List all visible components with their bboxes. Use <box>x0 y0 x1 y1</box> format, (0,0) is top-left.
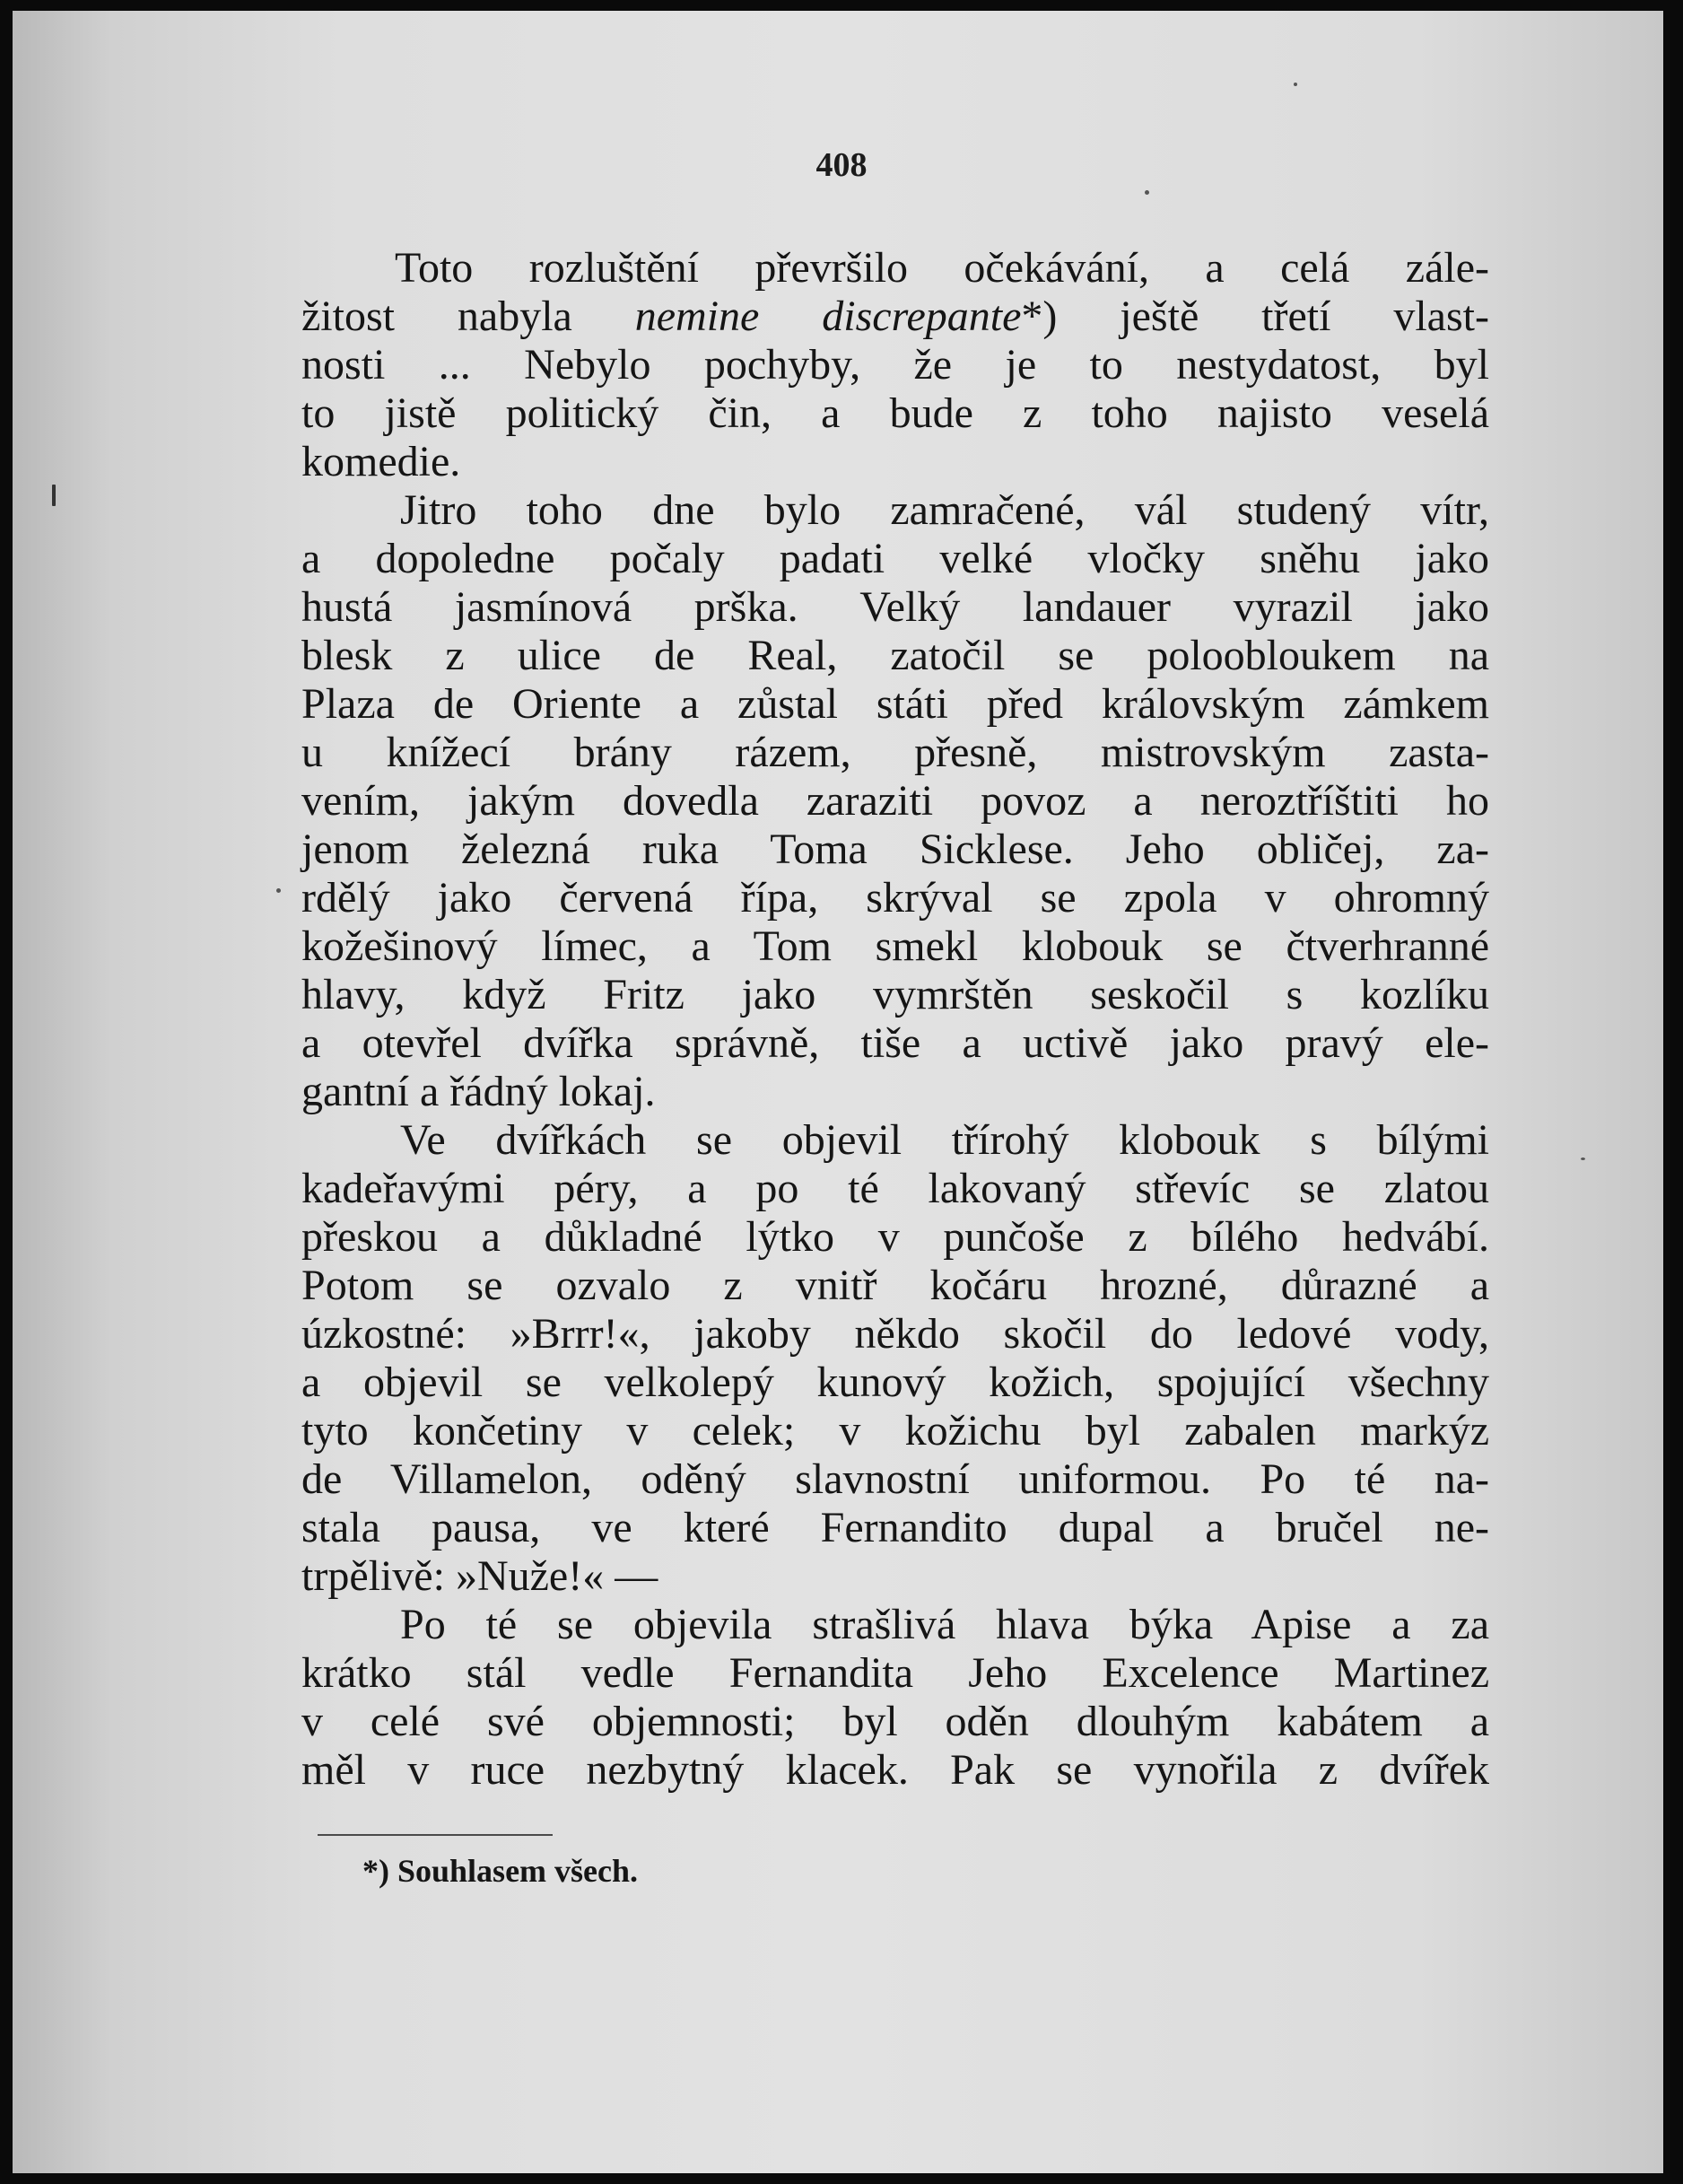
scan-speck <box>52 485 56 506</box>
body-text <box>301 244 1489 1795</box>
text-line: to jistě politický čin, a bude z toho najisto veselá <box>301 389 1489 437</box>
text-line: kadeřavými péry, a po té lakovaný střevíc se zlatou <box>301 1165 1489 1212</box>
text-line: úzkostné: »Brrr!«, jakoby někdo skočil do ledové vody, <box>301 1310 1489 1358</box>
text-line: měl v ruce nezbytný klacek. Pak se vynořila z dvířek <box>301 1746 1489 1794</box>
text-line: de Villamelon, oděný slavnostní uniformou. Po té na- <box>301 1455 1489 1503</box>
text-line: vením, jakým dovedla zaraziti povoz a neroztříštiti ho <box>301 777 1489 825</box>
text-line: jenom železná ruka Toma Sicklese. Jeho obličej, za- <box>301 826 1489 873</box>
paragraph <box>301 1116 1489 1601</box>
text-line: hlavy, když Fritz jako vymrštěn seskočil s kozlíku <box>301 971 1489 1018</box>
text-line: krátko stál vedle Fernandita Jeho Excelence Martinez <box>301 1649 1489 1697</box>
text-line: stala pausa, ve které Fernandito dupal a bručel ne- <box>301 1504 1489 1551</box>
text-fragment: *) ještě třetí vlast- <box>1021 293 1489 340</box>
text-line: a objevil se velkolepý kunový kožich, spojující všechny <box>301 1358 1489 1406</box>
scan-speck <box>1581 1158 1585 1160</box>
text-line: Plaza de Oriente a zůstal státi před královským zámkem <box>301 680 1489 728</box>
text-fragment: žitost nabyla <box>301 293 635 340</box>
text-line: gantní a řádný lokaj. <box>301 1068 656 1115</box>
text-line: v celé své objemnosti; byl oděn dlouhým kabátem a <box>301 1698 1489 1745</box>
text-line: tyto končetiny v celek; v kožichu byl zabalen markýz <box>301 1407 1489 1455</box>
paragraph <box>301 1601 1489 1795</box>
text-line <box>301 293 1489 341</box>
text-line: u knížecí brány rázem, přesně, mistrovským zasta- <box>301 729 1489 776</box>
text-line: Toto rozluštění převršilo očekávání, a celá zále- <box>395 244 1489 292</box>
page-number: 408 <box>815 146 868 184</box>
text-line: rdělý jako červená řípa, skrýval se zpola v ohromný <box>301 874 1489 922</box>
text-line: trpělivě: »Nuže!« — <box>301 1552 658 1600</box>
text-line: Ve dvířkách se objevil třírohý klobouk s bílými <box>400 1116 1489 1164</box>
latin-phrase: nemine discrepante <box>634 293 1022 340</box>
text-line: nosti ... Nebylo pochyby, že je to nestydatost, byl <box>301 341 1489 389</box>
paragraph <box>301 244 1489 486</box>
text-line: hustá jasmínová prška. Velký landauer vyrazil jako <box>301 583 1489 631</box>
text-line: kožešinový límec, a Tom smekl klobouk se čtverhranné <box>301 922 1489 970</box>
text-line: a dopoledne počaly padati velké vločky sněhu jako <box>301 535 1489 582</box>
footnote: *) Souhlasem všech. <box>362 1853 639 1889</box>
scan-speck <box>276 888 281 893</box>
text-line: Po té se objevila strašlivá hlava býka Apise a za <box>400 1601 1489 1648</box>
footnote-divider <box>318 1834 553 1836</box>
text-line: Jitro toho dne bylo zamračené, vál studený vítr, <box>400 486 1489 534</box>
text-line: komedie. <box>301 438 461 485</box>
text-line: Potom se ozvalo z vnitř kočáru hrozné, důrazné a <box>301 1262 1489 1309</box>
scan-speck <box>1294 83 1297 86</box>
text-line: blesk z ulice de Real, zatočil se poloobloukem na <box>301 632 1489 679</box>
scan-speck <box>1145 190 1149 195</box>
paragraph <box>301 486 1489 1116</box>
text-line: a otevřel dvířka správně, tiše a uctivě jako pravý ele- <box>301 1019 1489 1067</box>
text-line: přeskou a důkladné lýtko v punčoše z bílého hedvábí. <box>301 1213 1489 1261</box>
